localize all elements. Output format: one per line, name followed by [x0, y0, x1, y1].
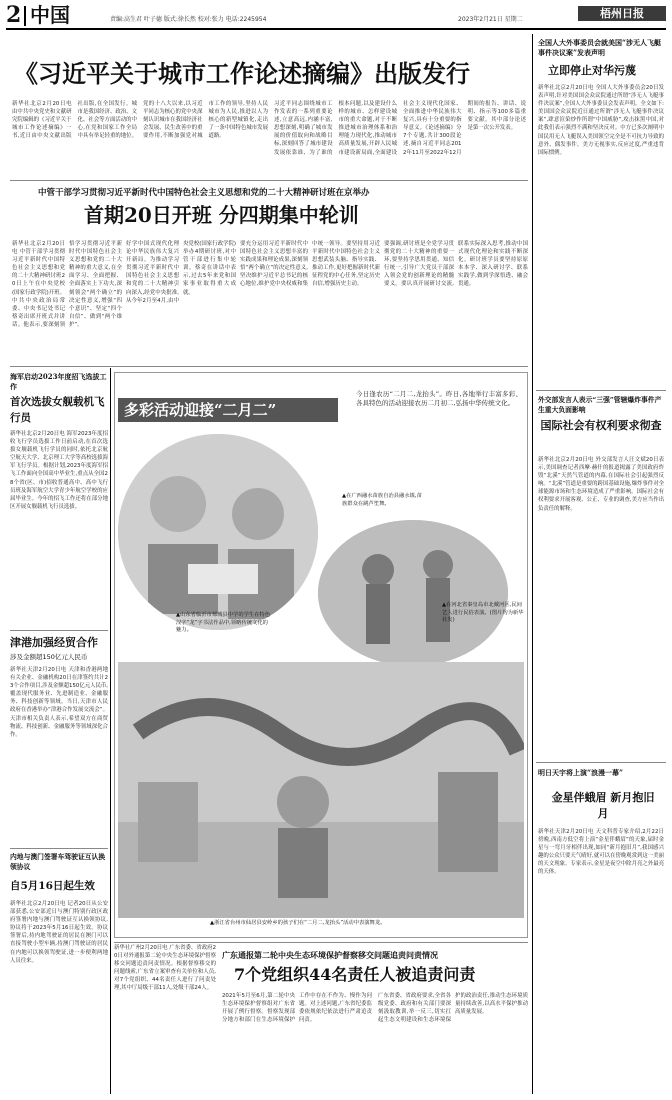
left-story1-kicker: 海军启动2023年度招飞选拔工作: [10, 372, 107, 391]
masthead-rule: [6, 28, 666, 30]
right-divider-1: [536, 390, 666, 391]
left-story1-body: 新华社北京2月20日电 海军2023年度招收飞行学员选拔工作日前启动,在首次选拔女舰载机飞行学员的同时,依托北京航空航天大学、北京理工大学等高校选拔海军飞行学员。根据计划,2023年度海军招飞工作面向全国高中毕业生,重点从全国28个省(区、市)招收普通高中、高中飞行员班及海军航空大学青少年航空学校的应届毕业生。今年的招飞工作还将在部分地区开展女舰载机飞行员选拔。: [10, 431, 108, 510]
bottom-body-2: 2021年5月至6月,第二轮中央生态环境保护督察组对广东省开展了例行督察。督察发现部分地方和部门在生态环境保护工作中存在不作为、慢作为问题。对上述问题,广东省纪委监委依规依纪依法进行严肃追责问责。: [222, 993, 372, 1024]
lead-body-2: 习近平同志围绕城市工作发表的一系列重要论述,立意高远,内涵丰富,思想深刻,明确了城市发展的价值取向和战略目标,深刻回答了城市建设发展依靠谁、为了谁的根本问题,以及建设什么样的城市、怎样建设城市的重大命题,对于不断推进城市治理体系和治理能力现代化,推动城市高质量发展,开辟人民城市建设新局面,全面建设社会主义现代化国家、全面推进中华民族伟大复兴,具有十分重要的指导意义。《论述摘编》分7个专题,共计300段论述,摘自习近平同志2012年11月至2022年12月期间的报告、讲话、说明、指示等100多篇重要文献。其中部分论述是第一次公开发表。: [274, 101, 526, 156]
photo-dragon-art: [118, 662, 524, 918]
training-headline: 首期20日开班 分四期集中轮训: [84, 203, 359, 227]
lead-body-1: 新华社北京2月20日电 由中共中央党史和文献研究院编辑的《习近平关于城市工作论述摘编》一书,近日由中央文献出版社出版,在全国发行。城市是我国经济、政治、文化、社会等方面活动的中心,在党和国家工作全局中具有举足轻重的地位。党的十八大以来,以习近平同志为核心的党中央深刻认识城市在我国经济社会发展、民生改善中的重要作用,不断加强党对城市工作的领导,坚持人民城市为人民,推进以人为核心的新型城镇化,走出了一条中国特色城市发展道路。: [12, 101, 268, 140]
feature-intro: 今日逢农历“二月二,龙抬头”。昨日,各地举行丰富多彩、各具特色的活动迎接农历二月初二,弘扬中华传统文化。: [356, 390, 522, 407]
left-divider-1: [10, 630, 108, 631]
left-story3-headline: 自5月16日起生效: [10, 880, 95, 892]
training-kicker: 中管干部学习贯彻习近平新时代中国特色社会主义思想和党的二十大精神研讨班在京举办: [38, 188, 370, 198]
right-story3-body: 新华社天津2月20日电 天文科普专家介绍,2月22日傍晚,西南方低空将上演“金星伴蛾眉”的天象,届时金星与一弯月牙相伴出现,如同“新月抱旧月”,我国感兴趣的公众只要天气晴好,就可以在傍晚观赏到这一美丽的天文现象。专家表示,金星是夜空中除月亮之外最亮的天体。: [538, 829, 664, 876]
left-story2-headline: 津港加强经贸合作: [10, 636, 98, 649]
masthead-divider: [24, 6, 26, 26]
right-story2-body: 新华社北京2月20日电 外交部发言人汪文斌20日表示,美国调查记者西摩·赫什的报道揭露了美国政府炸毁“北溪”天然气管道的内幕,在国际社会引起强烈反响。“北溪”管道是重要的跨国基础设施,爆炸事件对全球能源市场和生态环境造成了严重影响。国际社会有权利要求开展客观、公正、专业的调查,美方应当作出负责任的解释。: [538, 457, 664, 512]
right-column-rule: [532, 34, 533, 1094]
caption-folk-performance: ▲在河北省秦皇岛市北戴河区,民间艺人进行民俗表演。(图片均为新华社发): [442, 602, 524, 623]
right-story1-body: 新华社北京2月20日电 全国人大外事委员会20日发表声明,针对美国国会众议院通过所谓“涉无人飞艇事件决议案”,全国人大外事委员会发表声明。全文如下:美国国会众议院近日通过所谓“涉无人飞艇事件决议案”,肆意渲染炒作所谓“中国威胁”,攻击抹黑中国,对此我们表示强烈不满和坚决反对。中方已多次阐明中国民用无人飞艇误入美国领空完全是不可抗力导致的意外、偶发事件。美方无视事实,反应过度,严重违背国际惯例。: [538, 85, 664, 156]
left-story1-headline: 首次选拔女舰载机飞行员: [10, 396, 105, 424]
caption-calligraphy: ▲山东省临沂市郯城县中学的学生在特色汉字“龙”字书法作品中,领略传统文化的魅力。: [176, 612, 271, 633]
left-story3-kicker: 内地与澳门签署车驾驶证互认换领协议: [10, 853, 106, 871]
caption-lusheng: ▲在广西融水苗族自治县融水镇,苗族群众在跳芦笙舞。: [342, 493, 422, 507]
issue-date: 2023年2月21日 星期二: [458, 16, 523, 23]
right-divider-2: [536, 762, 666, 763]
training-body-1: 新华社北京2月20日电 中管干部学习贯彻习近平新时代中国特色社会主义思想和党的二十大精神研讨班20日上午在中央党校(国家行政学院)开班。中共中央政治局常委、中央书记处书记蔡奇出席开班式并讲话。他表示,要深刻领悟学习贯彻习近平新时代中国特色社会主义思想和党的二十大精神的重大意义,在全面学习、全面把握、全面落实上下功夫,深刻领会“两个确立”的决定性意义,增强“四个意识”、坚定“四个自信”、做到“两个维护”。: [12, 241, 122, 328]
bottom-kicker: 广东通报第二轮中央生态环境保护督察移交问题追责问责情况: [222, 950, 438, 960]
left-column-rule: [110, 368, 111, 1094]
photo-students-art: [118, 434, 318, 630]
caption-dragon-dance: ▲浙江省台州市仙居县安岭乡的孩子们在“二月二,龙抬头”活动中表演舞龙。: [210, 920, 386, 926]
training-body-3: 要充分运用习近平新时代中国特色社会主义思想丰富的实践成果和理论成果,深刻领悟“两个确立”的决定性意义,坚决维护习近平总书记的核心地位,维护党中央权威和集中统一领导。要坚持用习近平新时代中国特色社会主义思想武装头脑、指导实践、推动工作,更好把握新时代新征程党的中心任务,坚定历史自信,增强历史主动。: [240, 241, 380, 288]
left-story2-subhead: 涉及金额超150亿元人民币: [10, 653, 88, 661]
right-story2-headline: 国际社会有权利要求彻查: [540, 419, 662, 432]
training-body-4: 要强调,研讨班是全党学习贯彻党的二十大精神的重要一环,要坚持学思用贯通、知信行统一,引导广大党员干部深入领会党的创新理论的精髓要义。要认真开展研讨交流,联系实际深入思考,推动中国式现代化理论和实践不断深化。研讨班学员要坚持原原本本学、深入研讨学、联系实践学,做到学深悟透、融会贯通。: [384, 241, 528, 288]
left-divider-2: [10, 848, 108, 849]
feature-headline: 多彩活动迎接“二月二”: [124, 401, 277, 419]
right-story3-kicker: 明日天宇将上演“浪漫一幕”: [538, 768, 624, 777]
right-story1-headline: 立即停止对华污蔑: [548, 64, 636, 77]
paper-logo: [578, 6, 666, 21]
right-story3-headline: 金星伴蛾眉 新月抱旧月: [551, 791, 655, 820]
left-story2-body: 新华社天津2月20日电 天津和香港两地有关企业、金融机构20日在津签约共计23个合作项目,涉及金额超150亿元人民币,覆盖现代服务业、先进制造业、金融服务、科技创新等领域。当日,天津市人民政府在香港举办“津港合作发展交流会”。天津市相关负责人表示,希望双方在商贸物流、科技创新、金融服务等领域深化合作。: [10, 667, 108, 738]
credits-line: 责编:高生君 叶子德 版式:徐长然 校对:张力 电话:2245954: [110, 16, 267, 23]
paper-name: 梧州日报: [600, 7, 644, 20]
bottom-headline: 7个党组织44名责任人被追责问责: [234, 965, 476, 984]
left-story3-body: 新华社北京2月20日电 记者20日从公安部获悉,公安部近日与澳门特别行政区政府签署内地与澳门驾驶证互认换领协议,协议将于2023年5月16日起生效。协议签署后,持内地驾驶证的居民在澳门可以直接驾驶小型车辆,持澳门驾驶证的居民在内地可以换领驾驶证,进一步便利两地人员往来。: [10, 901, 108, 964]
bottom-divider: [114, 942, 528, 943]
left-divider-top: [10, 366, 528, 367]
photo-students-calligraphy: [118, 434, 318, 630]
lead-divider: [10, 180, 528, 181]
right-story1-kicker: 全国人大外事委员会就美国“涉无人飞艇事件决议案”发表声明: [538, 38, 662, 57]
bottom-body-1: 新华社广州2月20日电 广东省委、省政府20日对外通报第二轮中央生态环境保护督察移交问题追责问责情况。根据督察移交的问题线索,广东省立案审查有关单位和人员,对7个党组织、44名责任人进行了问责处理,其中厅局级干部11人,处级干部24人。: [114, 945, 216, 992]
page-number: 2: [6, 2, 22, 28]
lead-headline: 《习近平关于城市工作论述摘编》出版发行: [14, 59, 470, 88]
photo-dragon-dance: [118, 662, 524, 918]
right-story2-kicker: 外交部发言人表示“三强”管辖爆炸事件产生重大负面影响: [538, 396, 662, 414]
bottom-body-3: 广东省委、省政府要求,全省各级党委、政府和有关部门要深刻汲取教训,举一反三,切实扛起生态文明建设和生态环境保护的政治责任,推动生态环境质量持续改善,以高水平保护推动高质量发展。: [378, 993, 528, 1024]
section-name: 中国: [30, 3, 70, 27]
training-body-2: 好学中国式现代化理论中华民族伟大复兴开新局。为推动学习贯彻习近平新时代中国特色社会主义思想和党的二十大精神引向深入,经党中央批准,从今年2月至4月,由中央党校(国家行政学院)举办4期研讨班,对中管干部进行集中轮训。蔡奇在讲话中表示,过去5年来党和国家事业取得重大成就。: [126, 241, 236, 304]
